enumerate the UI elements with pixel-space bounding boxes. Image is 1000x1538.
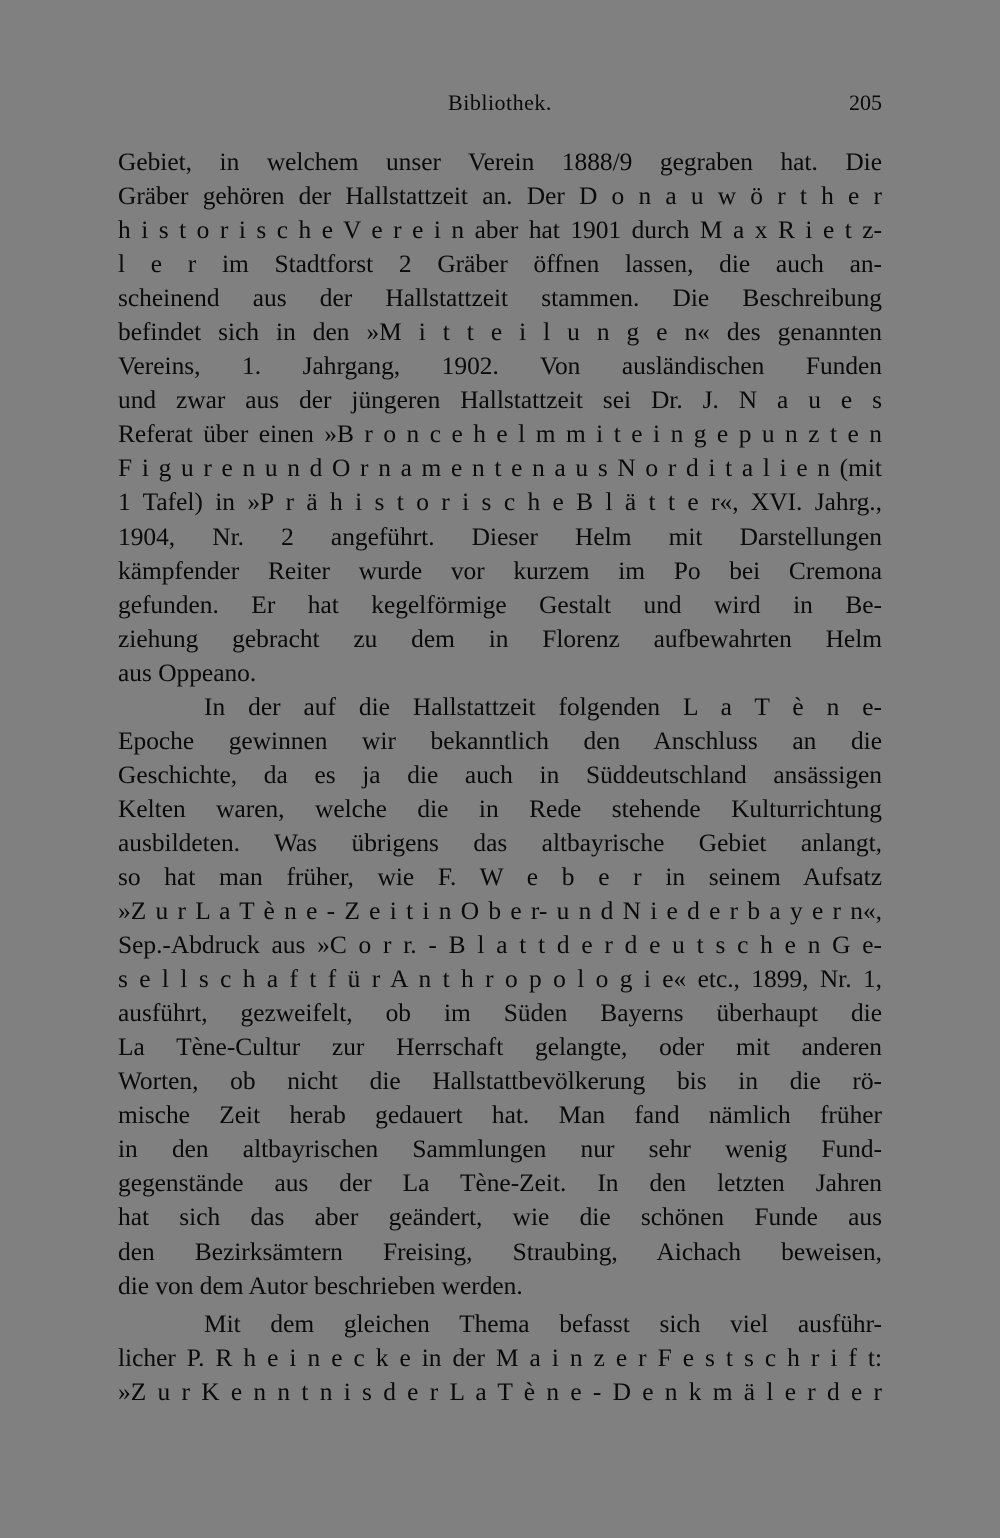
text-line: ausbildeten. Was übrigens das altbayrische Gebiet anlangt, — [118, 828, 882, 857]
body-text — [118, 145, 882, 1409]
text-line: F i g u r e n u n d O r n a m e n t e n a u s N o r d i t a l i e n (mit — [118, 454, 882, 483]
text-line: befindet sich in den »M i t t e i l u n g e n« des genannten — [118, 318, 882, 347]
text-line: »Z u r L a T è n e - Z e i t i n O b e r- u n d N i e d e r b a y e r n«, — [118, 897, 882, 926]
text-line: 1 Tafel) in »P r ä h i s t o r i s c h e B l ä t t e r«, XVI. Jahrg., — [118, 488, 882, 517]
text-line: licher P. R h e i n e c k e in der M a i n z e r F e s t s c h r i f t: — [118, 1343, 882, 1372]
text-line: Referat über einen »B r o n c e h e l m m i t e i n g e p u n z t e n — [118, 420, 882, 449]
text-line: so hat man früher, wie F. W e b e r in seinem Aufsatz — [118, 862, 882, 891]
text-line: die von dem Autor beschrieben werden. — [118, 1271, 523, 1300]
text-line: Gebiet, in welchem unser Verein 1888/9 gegraben hat. Die — [118, 148, 882, 176]
text-line: Epoche gewinnen wir bekanntlich den Anschluss an die — [118, 726, 882, 755]
page-number: 205 — [849, 90, 882, 115]
text-line: La Tène-Cultur zur Herrschaft gelangte, oder mit anderen — [118, 1033, 882, 1062]
text-line: gefunden. Er hat kegelförmige Gestalt und wird in Be- — [118, 590, 882, 619]
text-line: »Z u r K e n n t n i s d e r L a T è n e - D e n k m ä l e r d e r — [118, 1377, 882, 1406]
text-line: scheinend aus der Hallstattzeit stammen. Die Beschreibung — [118, 284, 882, 313]
text-line: Mit dem gleichen Thema befasst sich viel ausführ- — [204, 1309, 882, 1338]
text-line: in den altbayrischen Sammlungen nur sehr wenig Fund- — [118, 1135, 882, 1164]
text-line: Sep.-Abdruck aus »C o r r. - B l a t t d e r d e u t s c h e n G e- — [118, 931, 882, 960]
text-line: l e r im Stadtforst 2 Gräber öffnen lassen, die auch an- — [118, 250, 882, 279]
text-line: Geschichte, da es ja die auch in Süddeutschland ansässigen — [118, 760, 882, 789]
text-line: und zwar aus der jüngeren Hallstattzeit sei Dr. J. N a u e s — [118, 386, 882, 415]
text-line: aus Oppeano. — [118, 658, 257, 687]
text-line: s e l l s c h a f t f ü r A n t h r o p o l o g i e« etc., 1899, Nr. 1, — [118, 965, 882, 994]
running-title: Bibliothek. — [448, 90, 552, 115]
text-line: In der auf die Hallstattzeit folgenden L a T è n e- — [204, 692, 882, 721]
text-line: mische Zeit herab gedauert hat. Man fand nämlich früher — [118, 1101, 882, 1130]
text-line: ziehung gebracht zu dem in Florenz aufbewahrten Helm — [118, 624, 882, 653]
text-line: gegenstände aus der La Tène-Zeit. In den letzten Jahren — [118, 1169, 882, 1198]
text-line: 1904, Nr. 2 angeführt. Dieser Helm mit Darstellungen — [118, 522, 882, 551]
text-line: Worten, ob nicht die Hallstattbevölkerung bis in die rö- — [118, 1067, 882, 1096]
text-line: hat sich das aber geändert, wie die schönen Funde aus — [118, 1203, 882, 1232]
text-line: h i s t o r i s c h e V e r e i n aber hat 1901 durch M a x R i e t z- — [118, 216, 882, 245]
text-line: den Bezirksämtern Freising, Straubing, Aichach beweisen, — [118, 1237, 882, 1266]
text-line: ausführt, gezweifelt, ob im Süden Bayerns überhaupt die — [118, 999, 882, 1028]
text-line: Vereins, 1. Jahrgang, 1902. Von ausländischen Funden — [118, 352, 882, 381]
text-line: Kelten waren, welche die in Rede stehende Kulturrichtung — [118, 794, 882, 823]
text-line: kämpfender Reiter wurde vor kurzem im Po bei Cremona — [118, 556, 882, 585]
page-header — [118, 90, 882, 120]
text-line: Gräber gehören der Hallstattzeit an. Der D o n a u w ö r t h e r — [118, 182, 882, 211]
